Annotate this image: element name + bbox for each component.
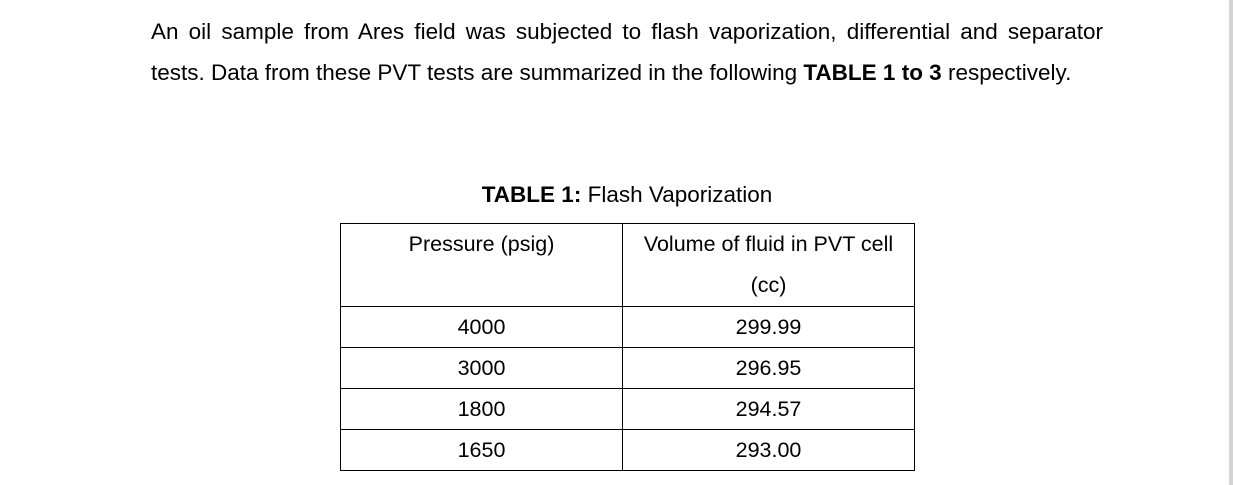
table-row bbox=[341, 389, 915, 430]
table-row bbox=[341, 430, 915, 471]
table-header-row bbox=[341, 224, 915, 307]
table-row bbox=[341, 348, 915, 389]
header-pressure: Pressure (psig) bbox=[341, 224, 623, 307]
flash-vaporization-table bbox=[340, 223, 915, 471]
volume-cell: 299.99 bbox=[623, 307, 915, 348]
pressure-cell: 1800 bbox=[341, 389, 623, 430]
pressure-cell: 4000 bbox=[341, 307, 623, 348]
page-edge bbox=[1229, 0, 1233, 485]
pressure-cell: 3000 bbox=[341, 348, 623, 389]
table-caption-label: TABLE 1: bbox=[481, 182, 582, 207]
volume-cell: 293.00 bbox=[623, 430, 915, 471]
table-reference: TABLE 1 to 3 bbox=[803, 60, 942, 85]
intro-text: An oil sample from Ares field was subjected to flash vaporization, differential and separator tests. Data from these PVT tests are summarized in the following bbox=[151, 19, 1103, 85]
table-row bbox=[341, 307, 915, 348]
intro-paragraph bbox=[151, 11, 1103, 93]
table-caption bbox=[340, 180, 914, 210]
header-volume: Volume of fluid in PVT cell (cc) bbox=[623, 224, 915, 307]
intro-text-end: respectively. bbox=[941, 60, 1072, 85]
table-caption-title: Flash Vaporization bbox=[581, 182, 773, 207]
volume-cell: 296.95 bbox=[623, 348, 915, 389]
pressure-cell: 1650 bbox=[341, 430, 623, 471]
volume-cell: 294.57 bbox=[623, 389, 915, 430]
